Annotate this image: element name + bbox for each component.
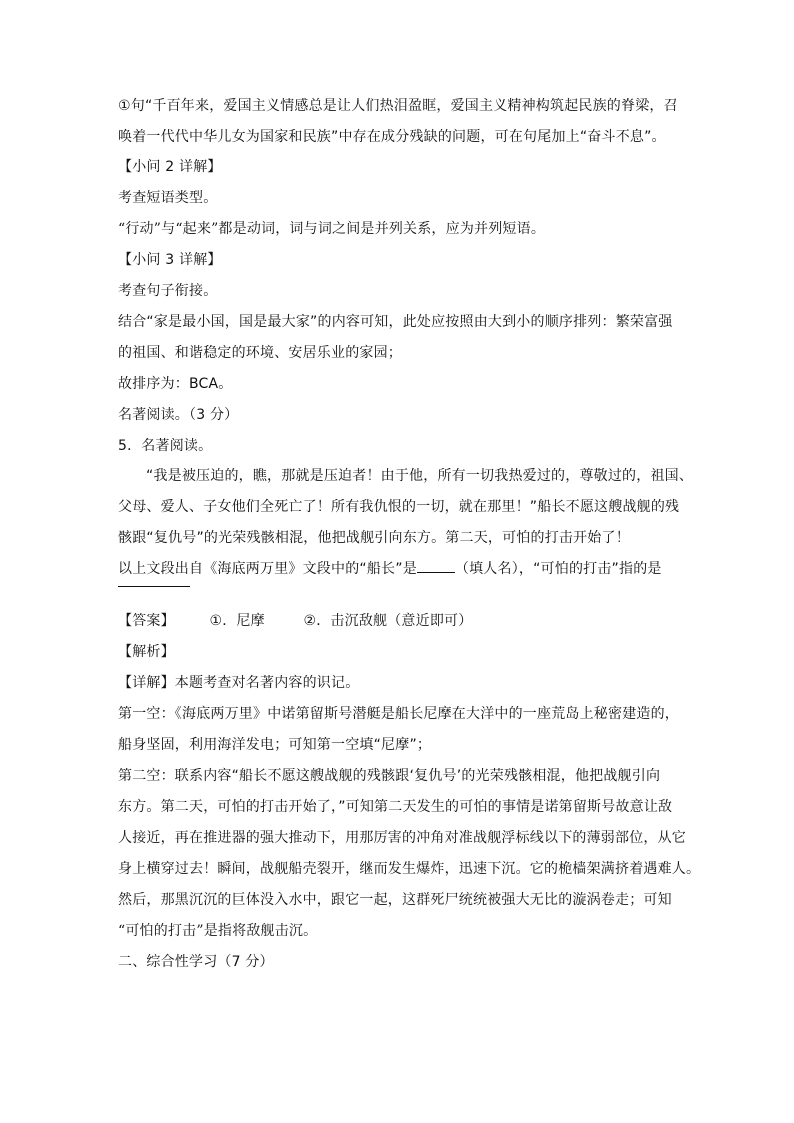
text-line: “行动”与“起来”都是动词，词与词之间是并列关系，应为并列短语。 <box>118 221 546 237</box>
section-heading: 【小问 3 详解】 <box>118 252 222 268</box>
text-line: 然后，那黑沉沉的巨体没入水中，跟它一起，这群死尸统统被强大无比的漩涡卷走；可知 <box>118 892 672 908</box>
text-line: 唤着一代代中华儿女为国家和民族”中存在成分残缺的问题，可在句尾加上“奋斗不息”。 <box>118 129 666 145</box>
answer-first: ①．尼摩 <box>209 613 265 629</box>
question-text-part1: 以上文段出自《海底两万里》文段中的“船长”是 <box>118 561 417 577</box>
text-line: 结合“家是最小国，国是最大家”的内容可知，此处应按照由大到小的顺序排列：繁荣富强 <box>118 314 673 330</box>
text-line: 人接近，再在推进器的强大推动下，用那厉害的冲角对准战舰浮标线以下的薄弱部位，从它 <box>118 830 686 846</box>
text-line: ①句“千百年来，爱国主义情感总是让人们热泪盈眶，爱国主义精神构筑起民族的脊梁，召 <box>118 98 678 114</box>
text-line: 第一空：《海底两万里》中诺第留斯号潜艇是船长尼摩在大洋中的一座荒岛上秘密建造的， <box>118 706 679 722</box>
answer-row <box>118 611 678 631</box>
question-number: 5．名著阅读。 <box>118 438 213 454</box>
document-page <box>118 96 701 972</box>
section-heading: 【小问 2 详解】 <box>118 159 222 175</box>
text-line: 的祖国、和谐稳定的环境、安居乐业的家园； <box>118 345 402 361</box>
text-line: 故排序为：BCA。 <box>118 376 233 392</box>
quote-line: 父母、爱人、子女他们全死亡了！所有我仇恨的一切，就在那里！”船长不愿这艘战舰的残 <box>118 499 680 515</box>
analysis-heading: 【解析】 <box>118 644 175 660</box>
text-line: 第二空：联系内容“船长不愿这艘战舰的残骸跟‘复仇号’的光荣残骸相混，他把战舰引向 <box>118 768 661 784</box>
text-line: 考查短语类型。 <box>118 190 218 206</box>
text-line: 东方。第二天，可怕的打击开始了，”可知第二天发生的可怕的事情是诺第留斯号故意让敌 <box>118 799 673 815</box>
text-line: 【详解】本题考查对名著内容的识记。 <box>118 675 360 691</box>
question-text-part2: （填人名），“可怕的打击”指的是 <box>454 561 662 577</box>
answer-blank-line <box>118 585 190 587</box>
text-line: “可怕的打击”是指将敌舰击沉。 <box>118 923 318 939</box>
text-line: 身上横穿过去！瞬间，战舰船壳裂开，继而发生爆炸，迅速下沉。它的桅樯架满挤着遇难人。 <box>118 861 701 877</box>
answer-second: ②．击沉敌舰（意近即可） <box>303 613 473 629</box>
quote-line: “我是被压迫的，瞧，那就是压迫者！由于他，所有一切我热爱过的，尊敬过的，祖国、 <box>146 468 694 484</box>
question-line <box>118 559 678 579</box>
quote-line: 骸跟“复仇号”的光荣残骸相混，他把战舰引向东方。第二天，可怕的打击开始了！ <box>118 530 630 546</box>
section-heading: 二、综合性学习（7 分） <box>118 954 274 970</box>
text-line: 名著阅读。（3 分） <box>118 407 239 423</box>
answer-blank <box>417 560 455 573</box>
text-line: 船身坚固，利用海洋发电；可知第一空填“尼摩”； <box>118 737 432 753</box>
text-line: 考查句子衔接。 <box>118 283 218 299</box>
answer-tag: 【答案】 <box>118 613 175 629</box>
